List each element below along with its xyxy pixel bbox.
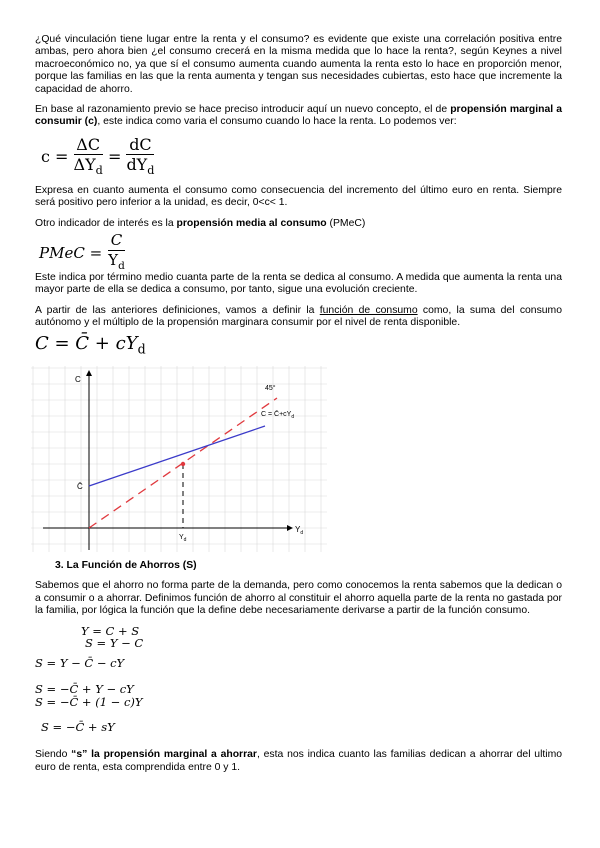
y-axis-label: C	[75, 374, 81, 384]
paragraph-average: Este indica por término medio cuanta parte de la renta se dedica al consumo. A medida que aumenta la renta una mayor parte de ella se dedica a consumo, por tanto, sigue una evolución creciente.	[35, 272, 562, 296]
y-axis-arrow	[86, 370, 92, 376]
formula-consumption-function: C = C̄ + $cY_d$	[35, 332, 146, 357]
pmc-term: propensión marginal a consumir (c)	[35, 104, 563, 128]
savings-eq-2: S = Y − C	[85, 636, 144, 651]
paragraph-consumption-function: A partir de las anteriores definiciones, vamos a definir la función de consumo como, la suma del consumo autónomo y el múltiplo de la propensión marginara consumir por el nivel de renta disponible.	[35, 304, 562, 329]
savings-eq-4: S = −C̄ + Y − cY	[35, 682, 134, 697]
savings-eq-5: S = −C̄ + (1 − c)Y	[35, 695, 143, 710]
consumption-function-term: función de consumo	[319, 304, 418, 316]
paragraph-pmc: En base al razonamiento previo se hace preciso introducir aquí un nuevo concepto, el de propensión marginal a consumir (c), este indica como varia el consumo cuando lo hace la renta. Lo podemos ver:	[35, 104, 563, 128]
mps-term: “s” la propensión marginal a ahorrar	[71, 749, 257, 761]
pmec-term: propensión media al consumo	[176, 217, 327, 229]
consumption-graph-svg	[29, 364, 329, 554]
savings-derivation	[35, 625, 562, 741]
document-page	[35, 34, 562, 774]
savings-eq-1: Y = C + S	[81, 624, 140, 639]
line-45-label: 45°	[265, 384, 276, 392]
formula-marginal-propensity: c = $\frac{\Delta C}{\Delta Y_d}$ = $\frac{dC}{dY_d}$	[41, 134, 155, 178]
paragraph-savings: Sabemos que el ahorro no forma parte de la demanda, pero como conocemos la renta sabemos que la dedican o a consumir o a ahorrar. Definimos función de ahorro al constituir el ahorro aquella parte de la renta no gastada por la familia, por lógica la función que la define debe necesariamente derivarse a partir de la función consumo.	[35, 580, 562, 616]
paragraph-express: Expresa en cuanto aumenta el consumo como consecuencia del incremento del último euro en renta. Siempre será positivo pero inferior a la unidad, es decir, 0<c< 1.	[35, 184, 562, 209]
paragraph-pmec: Otro indicador de interés es la propensión media al consumo (PMeC)	[35, 217, 366, 229]
savings-eq-6: S = −C̄ + sY	[41, 720, 115, 735]
graph-grid	[31, 366, 327, 552]
savings-eq-3: S = Y − C̄ − cY	[35, 656, 125, 671]
paragraph-intro: ¿Qué vinculación tiene lugar entre la renta y el consumo? es evidente que existe una correlación positiva entre ambas, pero ahora bien ¿el consumo crecerá en la misma medida que lo hace la renta?, según Keynes a nivel macroeconómico no, ya que sí el consumo aumenta cuando aumenta la renta esto lo hace en proporción menor, porque las familias en las que la renta aumenta y tengan sus necesidades cubiertas, esto hace que incremente la capacidad de ahorro.	[35, 34, 562, 95]
formula-average-propensity: PMeC = $\frac{C}{Y_d}$	[39, 230, 125, 272]
section-heading-savings: 3. La Función de Ahorros (S)	[55, 559, 197, 571]
c-bar-label: C̄	[77, 481, 83, 491]
paragraph-mps: Siendo “s” la propensión marginal a ahorrar, esta nos indica cuanto las familias dedican a ahorrar del ultimo euro de renta, esta comprendida entre 0 y 1.	[35, 749, 563, 773]
consumption-graph	[29, 364, 329, 554]
x-axis-label: $Y_d$	[295, 524, 304, 536]
x-axis-arrow	[287, 525, 293, 531]
yd-label: $Y_d$	[179, 533, 187, 543]
intersection-point	[181, 461, 185, 465]
consumption-line-label: $C = C̄+cY_d$	[261, 410, 295, 420]
